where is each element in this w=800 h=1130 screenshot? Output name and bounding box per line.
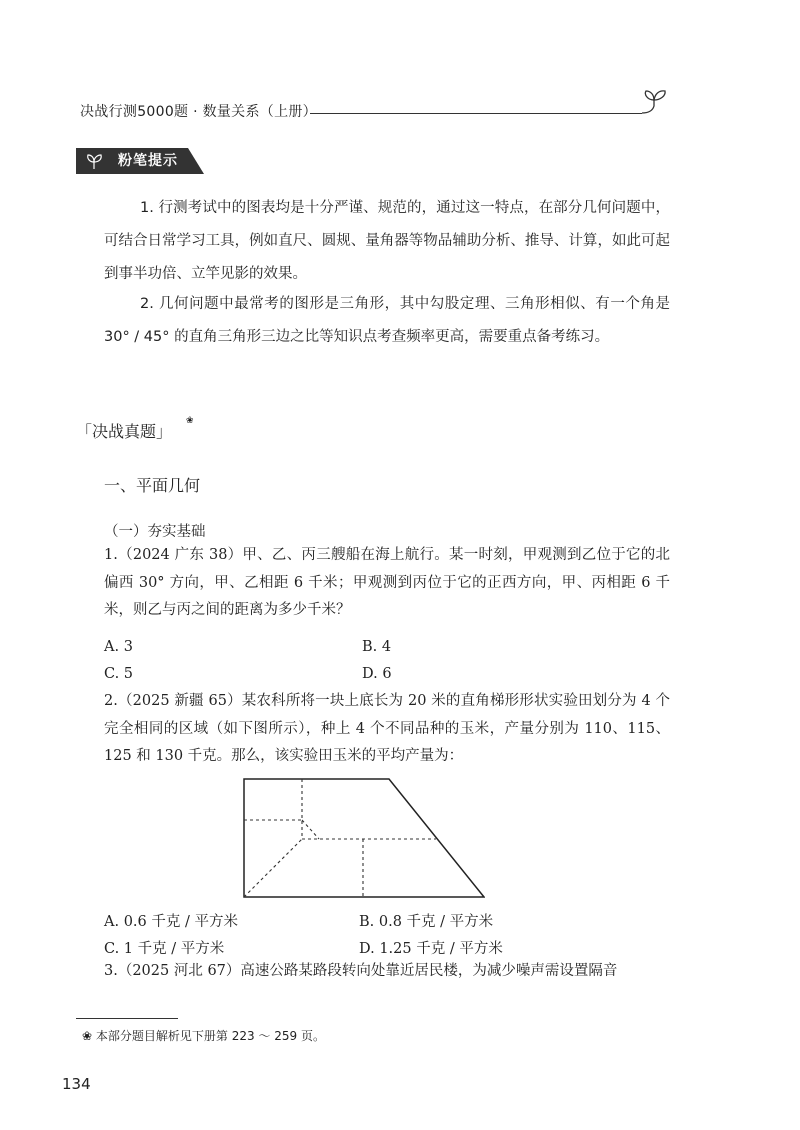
question-1-option-a: A. 3	[104, 639, 133, 655]
section-title: 「决战真题」	[76, 422, 173, 441]
question-2-option-d: D. 1.25 千克 / 平方米	[359, 941, 503, 957]
page-number: 134	[62, 1075, 91, 1093]
header-rule	[310, 113, 642, 114]
question-1-option-b: B. 4	[362, 639, 392, 655]
question-1-option-c: C. 5	[104, 666, 134, 682]
divider-line	[302, 820, 319, 839]
question-1-option-d: D. 6	[362, 666, 392, 682]
tip-paragraph-2: 2. 几何问题中最常考的图形是三角形，其中勾股定理、三角形相似、有一个角是 30° / 45° 的直角三角形三边之比等知识点考查频率更高，需要重点备考练习。	[104, 296, 670, 345]
question-2-option-c: C. 1 千克 / 平方米	[104, 941, 225, 957]
sprout-icon	[638, 88, 674, 116]
subsubsection-title: （一）夯实基础	[104, 524, 206, 540]
tip-badge-label: 粉笔提示	[118, 153, 178, 169]
footnote-mark: ❀	[82, 1029, 93, 1043]
question-2-option-a: A. 0.6 千克 / 平方米	[104, 914, 238, 930]
question-3-text: 3.（2025 河北 67）高速公路某路段转向处靠近居民楼，为减少噪声需设置隔音	[104, 963, 618, 979]
footnote	[82, 1027, 325, 1044]
footnote-marker: ❀	[186, 416, 194, 426]
divider-line	[244, 839, 302, 897]
question-1-text: 1.（2024 广东 38）甲、乙、丙三艘船在海上航行。某一时刻，甲观测到乙位于它的北偏西 30° 方向，甲、乙相距 6 千米；甲观测到丙位于它的正西方向，甲、丙相距 6 千米，则乙与丙之间的距离为多少千米？	[104, 547, 670, 618]
trapezoid-outline	[244, 779, 484, 897]
footnote-text: 本部分题目解析见下册第 223 ～ 259 页。	[95, 1029, 325, 1043]
subsection-title: 一、平面几何	[104, 476, 201, 495]
question-2-text: 2.（2025 新疆 65）某农科所将一块上底长为 20 米的直角梯形形状实验田划分为 4 个完全相同的区域（如下图所示），种上 4 个不同品种的玉米，产量分别为 110、115、125 和 130 千克。那么，该实验田玉米的平均产量为：	[104, 693, 670, 764]
tip-paragraph-1: 1. 行测考试中的图表均是十分严谨、规范的，通过这一特点，在部分几何问题中，可结合日常学习工具，例如直尺、圆规、量角器等物品辅助分析、推导、计算，如此可起到事半功倍、立竿见影的效果。	[104, 200, 670, 282]
footnote-rule	[76, 1018, 178, 1019]
question-2-option-b: B. 0.8 千克 / 平方米	[359, 914, 494, 930]
running-header: 决战行测5000题 · 数量关系（上册）	[80, 104, 317, 120]
trapezoid-diagram	[243, 778, 485, 898]
